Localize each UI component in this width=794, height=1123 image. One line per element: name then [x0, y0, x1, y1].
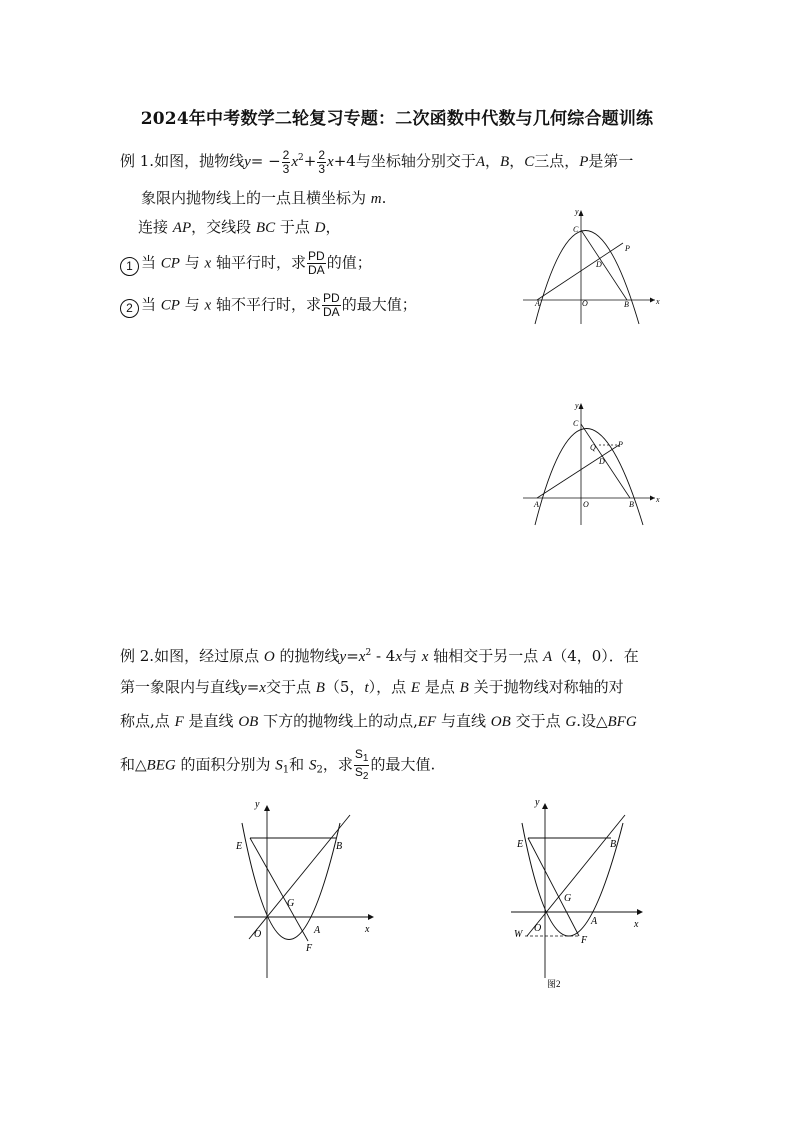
point-label-c: C: [573, 225, 579, 234]
point-label-o: O: [254, 929, 262, 940]
axis-label-x: x: [656, 495, 660, 504]
point-label-p: P: [618, 440, 623, 449]
point-label-a: A: [535, 299, 540, 308]
point-label-b: B: [336, 841, 343, 852]
point-label-q: Q: [590, 443, 596, 452]
figure-2-parabola: [515, 397, 675, 532]
ex2-line4: 和△BEG 的面积分别为 $S_1$和 $S_2$，求 $\frac{S_1}{S_2}$ 的最大值.: [120, 747, 436, 782]
point-label-a: A: [534, 500, 539, 509]
point-label-w: W: [514, 929, 523, 940]
point-label-f: F: [306, 943, 313, 954]
fraction-pd-da-2: $\frac{PD}{DA}$: [323, 291, 340, 319]
ex2-line2: 第一象限内与直线y=x交于点 B（5，t），点 E 是点 B 关于抛物线对称轴的对: [120, 678, 624, 696]
point-label-p: P: [625, 244, 630, 253]
ex1-question1: 1 当 CP 与 x 轴平行时，求 $\frac{PD}{DA}$ 的值；: [120, 250, 372, 277]
axis-label-y: y: [575, 207, 579, 216]
point-label-e: E: [517, 839, 524, 850]
figure-1-parabola: [515, 200, 675, 330]
figure-3-parabola: [222, 793, 387, 983]
ex1-line3: 连接 AP，交线段 BC 于点 D，: [138, 218, 341, 236]
ex1-line1: 例 1.如图，抛物线y= − $\frac{2}{3}$ $x^2+$ $\frac{2}{3}$ x+4与坐标轴分别交于A，B，C三点，P是第一: [120, 147, 634, 176]
ex1-question2: 2 当 CP 与 x 轴不平行时，求 $\frac{PD}{DA}$ 的最大值；: [120, 292, 417, 319]
figure-4-parabola: [507, 793, 657, 993]
point-label-a: A: [591, 916, 598, 927]
point-label-b: B: [610, 839, 617, 850]
point-label-o: O: [534, 923, 542, 934]
point-label-o: O: [583, 500, 589, 509]
axis-label-y: y: [575, 401, 579, 410]
ex1-line2: 象限内抛物线上的一点且横坐标为 m.: [141, 189, 387, 207]
page-title: 2024年中考数学二轮复习专题：二次函数中代数与几何综合题训练: [140, 109, 654, 129]
point-label-a: A: [314, 925, 321, 936]
axis-label-y: y: [535, 797, 540, 808]
point-label-d: D: [596, 260, 602, 269]
axis-label-x: x: [656, 297, 660, 306]
fraction-2-3b: $\frac{2}{3}$: [318, 147, 326, 176]
circled-number-2: 2: [120, 299, 139, 318]
axis-label-x: x: [365, 924, 370, 935]
axis-label-x: x: [634, 919, 639, 930]
fraction-pd-da: $\frac{PD}{DA}$: [308, 249, 325, 277]
point-label-e: E: [236, 841, 243, 852]
point-label-c: C: [573, 419, 579, 428]
fraction-2-3: $\frac{2}{3}$: [282, 147, 290, 176]
ex2-line3: 称点,点 F 是直线 OB 下方的抛物线上的动点,EF 与直线 OB 交于点 G.设△BFG: [120, 712, 637, 730]
axis-label-y: y: [255, 799, 260, 810]
fraction-s1-s2: $\frac{S_1}{S_2}$: [354, 747, 369, 782]
figure-caption: 图2: [547, 979, 561, 989]
ex2-line1: 例 2.如图，经过原点 O 的抛物线$y=x^2 - 4x$与 x 轴相交于另一点 A（4，0）．在: [120, 647, 639, 665]
point-label-d: D: [599, 457, 605, 466]
point-label-g: G: [564, 893, 572, 904]
circled-number-1: 1: [120, 257, 139, 276]
point-label-g: G: [287, 898, 295, 909]
point-label-b: B: [624, 300, 629, 309]
point-label-f: F: [581, 935, 588, 946]
point-label-o: O: [582, 299, 588, 308]
point-label-b: B: [629, 500, 634, 509]
